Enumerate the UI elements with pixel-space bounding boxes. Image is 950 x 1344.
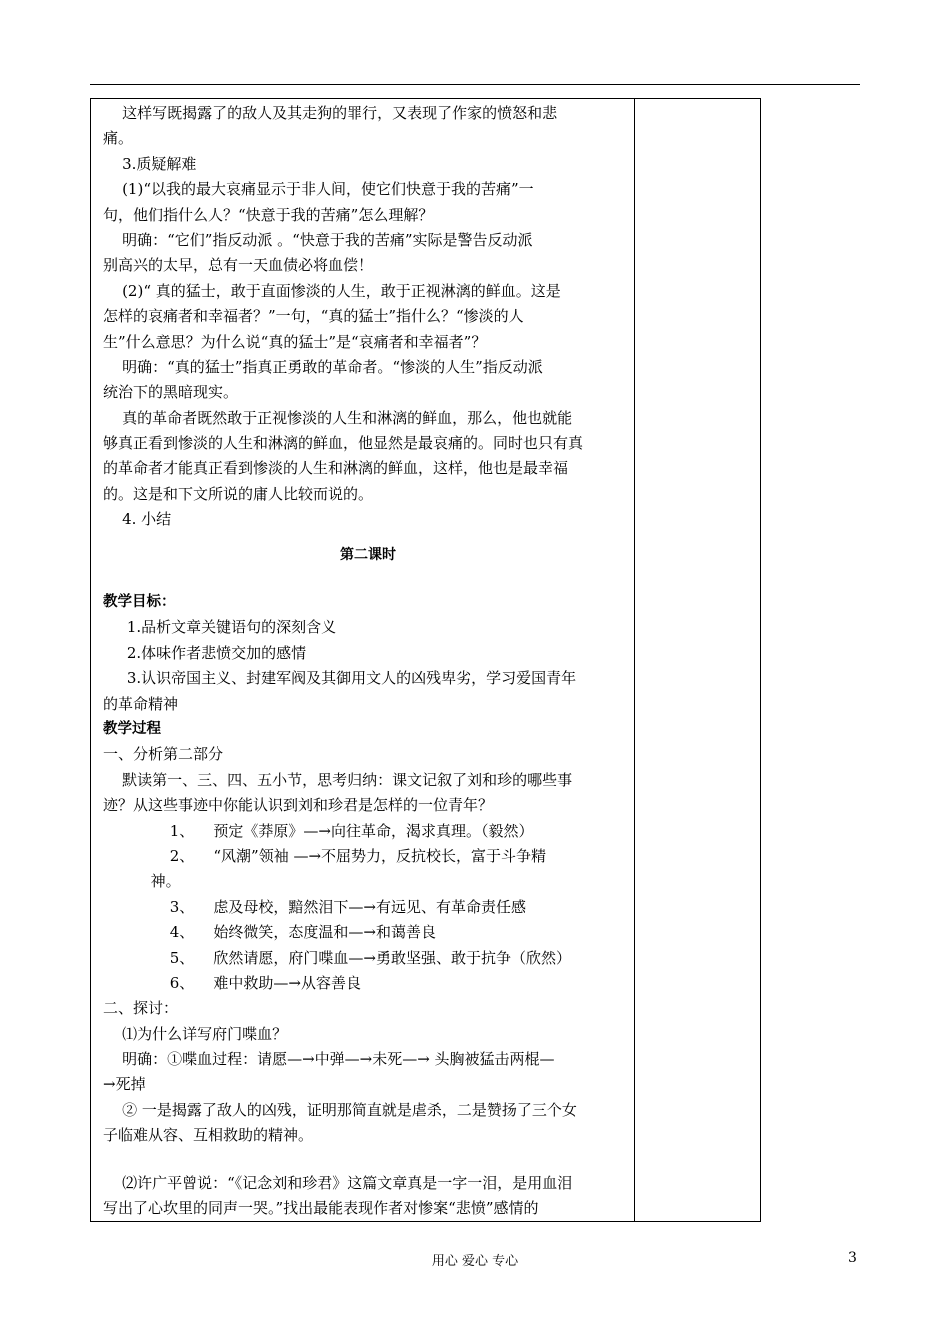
text-line: 统治下的黑暗现实。 <box>103 383 239 402</box>
text-line: ⑵许广平曾说：“《记念刘和珍君》这篇文章真是一字一泪，是用血泪 <box>103 1173 573 1192</box>
text-line: (1)“以我的最大哀痛显示于非人间，使它们快意于我的苦痛”一 <box>103 180 534 199</box>
text-line: 明确：“它们”指反动派 。“快意于我的苦痛”实际是警告反动派 <box>103 230 533 249</box>
text-line: 2.体味作者悲愤交加的感情 <box>103 643 307 662</box>
text-line: 明确：“真的猛士”指真正勇敢的革命者。“惨淡的人生”指反动派 <box>103 357 543 376</box>
text-line: 的革命精神 <box>103 694 179 713</box>
text-line: 的革命者才能真正看到惨淡的人生和淋漓的鲜血，这样，他也是最幸福 <box>103 459 569 478</box>
main-cell <box>103 101 633 1221</box>
text-line: 1、 预定《莽原》—→向往革命，渴求真理。（毅然） <box>103 821 534 840</box>
text-line: (2)“ 真的猛士，敢于直面惨淡的人生，敢于正视淋漓的鲜血。这是 <box>103 281 561 300</box>
text-line: ② 一是揭露了敌人的凶残，证明那简直就是虐杀，二是赞扬了三个女 <box>103 1100 577 1119</box>
text-line: 3、 虑及母校，黯然泪下—→有远见、有革命责任感 <box>103 897 526 916</box>
text-line: 2、 “风潮”领袖 —→不屈势力，反抗校长，富于斗争精 <box>103 846 547 865</box>
text-line: 这样写既揭露了的敌人及其走狗的罪行，又表现了作家的愤怒和悲 <box>103 104 558 122</box>
part3-block <box>103 1171 633 1222</box>
process-heading: 教学过程 <box>103 720 161 737</box>
page-number: 3 <box>848 1250 857 1266</box>
text-line: ⑴为什么详写府门喋血？ <box>103 1024 288 1043</box>
text-line: 6、 难中救助—→从容善良 <box>103 973 361 992</box>
text-line: 写出了心坎里的同声一哭。”找出最能表现作者对惨案“悲愤”感情的 <box>103 1199 539 1218</box>
text-line: 3.质疑解难 <box>103 154 197 173</box>
text-line: 1.品析文章关键语句的深刻含义 <box>103 618 337 637</box>
goals-heading: 教学目标： <box>103 594 176 611</box>
column-divider <box>634 99 635 1221</box>
text-line: 痛。 <box>103 129 134 148</box>
text-line: 5、 欣然请愿，府门喋血—→勇敢坚强、敢于抗争（欣然） <box>103 948 571 967</box>
text-line: 一、分析第二部分 <box>103 745 224 764</box>
section-title: 第二课时 <box>340 546 396 563</box>
header-rule <box>90 84 860 85</box>
text-line: 明确：①喋血过程：请愿—→中弹—→未死—→ 头胸被猛击两棍— <box>103 1050 555 1069</box>
text-line: 真的革命者既然敢于正视惨淡的人生和淋漓的鲜血，那么，他也就能 <box>103 408 573 427</box>
text-line: 怎样的哀痛者和幸福者？”一句，“真的猛士”指什么？“惨淡的人 <box>103 307 524 326</box>
part2-block <box>103 742 633 1148</box>
text-line: 神。 <box>103 872 181 891</box>
text-line: 二、探讨： <box>103 999 179 1018</box>
footer-slogan: 用心 爱心 专心 <box>431 1254 519 1269</box>
text-line: 子临难从容、互相救助的精神。 <box>103 1126 314 1145</box>
goals-block <box>103 615 633 717</box>
text-line: 句，他们指什么人？“快意于我的苦痛”怎么理解？ <box>103 205 434 224</box>
text-line: 4. 小结 <box>103 510 172 529</box>
text-line: 别高兴的太早，总有一天血债必将血偿！ <box>103 256 374 275</box>
text-line: 4、 始终微笑，态度温和—→和蔼善良 <box>103 923 436 942</box>
text-line: 够真正看到惨淡的人生和淋漓的鲜血，他显然是最哀痛的。同时也只有真 <box>103 434 584 453</box>
text-line: 的。这是和下文所说的庸人比较而说的。 <box>103 484 374 503</box>
text-line: 迹？从这些事迹中你能认识到刘和珍君是怎样的一位青年？ <box>103 796 494 815</box>
text-line: 默读第一、三、四、五小节，思考归纳：课文记叙了刘和珍的哪些事 <box>103 770 573 789</box>
text-line: 生”什么意思？为什么说“真的猛士”是“哀痛者和幸福者”？ <box>103 332 487 351</box>
text-line: →死掉 <box>103 1075 146 1094</box>
part1-block <box>103 101 633 533</box>
lesson-table <box>90 98 761 1222</box>
text-line: 3.认识帝国主义、封建军阀及其御用文人的凶残卑劣，学习爱国青年 <box>103 669 577 688</box>
